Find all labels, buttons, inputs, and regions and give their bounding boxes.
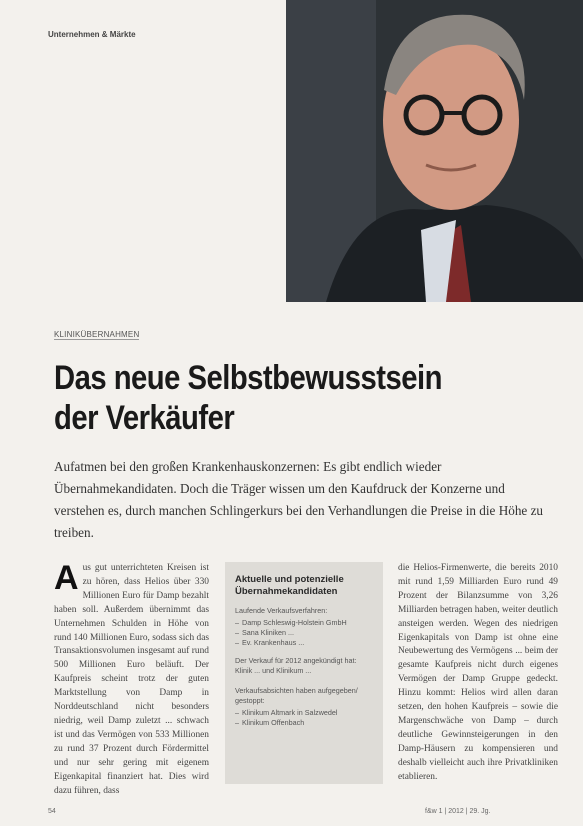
sidebar-intro: Laufende Verkaufsverfahren:: [235, 606, 328, 615]
sidebar-mid: Der Verkauf für 2012 angekündigt hat: Klinik ... und Klinikum ...: [235, 656, 357, 675]
sidebar-title: Aktuelle und potenzielle Übernahmekandidaten: [235, 574, 344, 597]
sidebar-item: – Klinikum Offenbach: [235, 718, 375, 728]
article-lead: Aufatmen bei den großen Krankenhauskonzernen: Es gibt endlich wieder Übernahmekandidaten. Doch die Träger wissen um den Kaufdruck der Konzerne und verstehen es, durch manchen Schlingerkurs bei den Verhandlungen die Preise in die Höhe zu treiben.: [54, 459, 544, 540]
dropcap: A: [54, 559, 79, 597]
sidebar-item: – Klinikum Altmark in Salzwedel: [235, 708, 375, 718]
sidebar-item: – Ev. Krankenhaus ...: [235, 638, 375, 648]
section-label: Unternehmen & Märkte: [48, 30, 136, 39]
sidebar-intro-2: Verkaufsabsichten haben aufgegeben/ gestoppt:: [235, 686, 358, 705]
article-column-1: [54, 559, 209, 798]
article-column-3: die Helios-Firmenwerte, die bereits 2010 mit rund 1,59 Milliarden Euro rund 49 Prozent der Bilanzsumme von 3,26 Milliarden betragen haben, weiter deutlich ansteigen werden. Wegen des niedrigen Eigenkapitals von Damp ist ohne eine Neubewertung des Vermögens ... beim der gesamte Kaufpreis nicht durch eigenes Vermögen der Damp Gruppe gedeckt. Hinzu kommt: Helios wird allen daran setzen, den hohen Kaufpreis – sowie die Margenschwäche von Damp – durch deutliche Gewinnsteigerungen in den Damp-Häusern zu kompensieren und deshalb vielleicht auch ihre Privatkliniken etablieren.: [398, 563, 558, 782]
article-kicker: KLINIKÜBERNAHMEN: [54, 330, 140, 339]
sidebar-item: – Damp Schleswig-Holstein GmbH: [235, 618, 375, 628]
page-number: 54: [48, 808, 56, 815]
sidebar-box: [225, 562, 383, 784]
portrait-illustration: [286, 0, 583, 302]
magazine-footer: f&w 1 | 2012 | 29. Jg.: [425, 808, 491, 815]
portrait-photo: [286, 0, 583, 302]
sidebar-item: – Sana Kliniken ...: [235, 628, 375, 638]
column-1-text: us gut unterrichteten Kreisen ist zu hören, dass Helios über 330 Millionen Euro für Damp bezahlt haben soll. Außerdem übernimmt das Unternehmen Schulden in Höhe von rund 140 Millionen Euro, sodass sich das Transaktionsvolumen insgesamt auf rund 500 Millionen Euro beläuft. Der Kaufpreis scheint trotz der guten Marktstellung von Damp in Norddeutschland nicht besonders niedrig, weil Damp zuletzt ... schwach ist und das Vermögen von 533 Millionen zu rund 37 Prozent durch Fördermittel und nur sehr gering mit eigenem Eigenkapital finanziert hat. Dies wird dazu führen, dass: [54, 563, 209, 796]
article-headline: Das neue Selbstbewusstsein der Verkäufer: [54, 359, 442, 437]
